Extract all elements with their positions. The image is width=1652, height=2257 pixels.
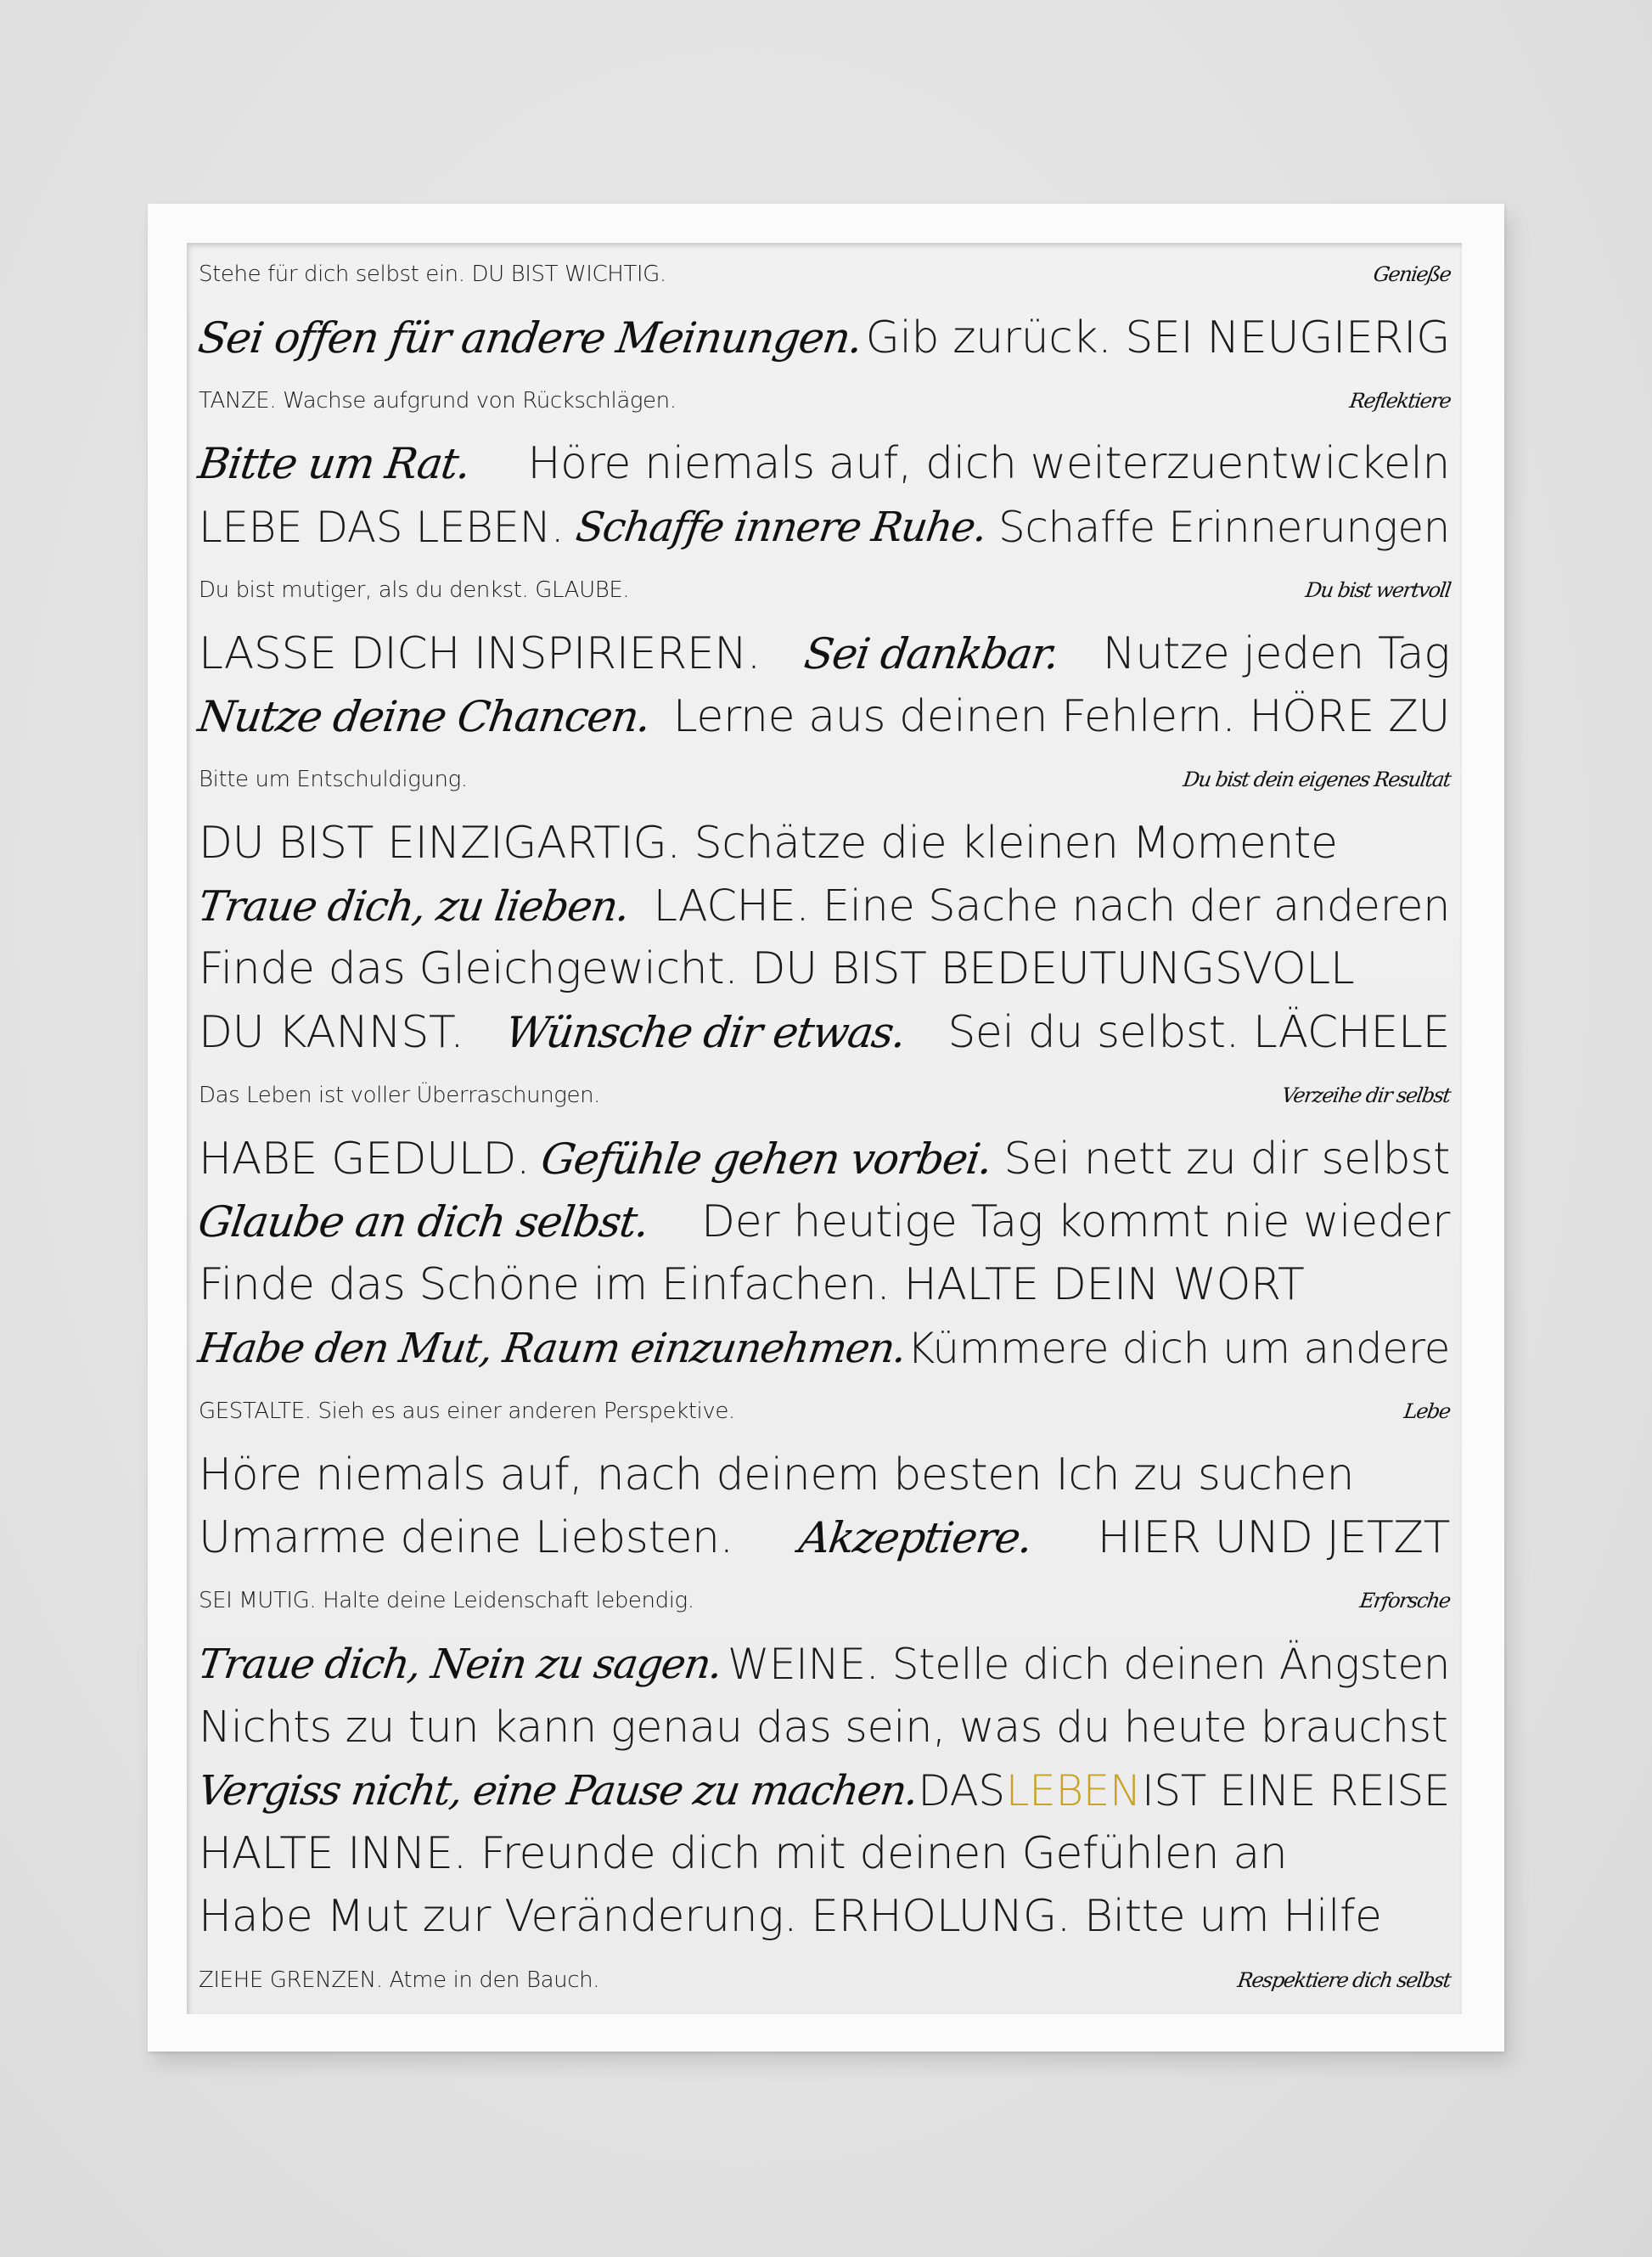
print-text: Stehe für dich selbst ein. DU BIST WICHTIG. — [199, 262, 666, 288]
poster-line — [199, 1380, 1450, 1443]
print-text: Sei nett zu dir selbst — [1003, 1133, 1450, 1185]
poster-line — [199, 1127, 1450, 1190]
script-text: Du bist wertvoll — [1303, 578, 1452, 603]
script-text: Lebe — [1402, 1399, 1452, 1424]
poster-line — [199, 369, 1450, 432]
print-text: LEBE DAS LEBEN. — [199, 502, 565, 552]
print-text: Schaffe Erinnerungen — [997, 502, 1450, 552]
script-text: Bitte um Rat. — [194, 439, 474, 489]
print-text: WEINE. Stelle dich deinen Ängsten — [727, 1639, 1450, 1689]
poster-line — [199, 1569, 1450, 1632]
poster-line — [199, 937, 1450, 1000]
poster-line — [195, 1317, 1450, 1380]
print-text: Höre niemals auf, nach deinem besten Ich zu suchen — [199, 1449, 1355, 1500]
poster-line — [199, 243, 1450, 306]
print-text: Gib zurück. SEI NEUGIERIG — [865, 312, 1450, 363]
print-text: HABE GEDULD. — [199, 1133, 531, 1185]
print-text: HALTE INNE. Freunde dich mit deinen Gefühlen an — [199, 1827, 1288, 1879]
highlight-text: LEBEN — [1005, 1765, 1141, 1815]
print-text: Finde das Gleichgewicht. DU BIST BEDEUTUNGSVOLL — [199, 943, 1355, 995]
print-text: Nutze jeden Tag — [1102, 628, 1450, 679]
print-text: DU BIST EINZIGARTIG. Schätze die kleinen Momente — [199, 817, 1338, 869]
print-text: SEI MUTIG. Halte deine Leidenschaft lebendig. — [199, 1588, 694, 1614]
print-text: DAS — [918, 1765, 1005, 1815]
print-text: Höre niemals auf, dich weiterzuentwickeln — [527, 438, 1450, 490]
poster-line — [195, 1633, 1450, 1696]
script-text: Sei offen für andere Meinungen. — [194, 312, 865, 363]
poster-line — [199, 559, 1450, 622]
print-text: Du bist mutiger, als du denkst. GLAUBE. — [199, 577, 630, 604]
poster-line — [199, 1001, 1450, 1064]
script-text: Schaffe innere Ruhe. — [573, 503, 990, 551]
script-text: Du bist dein eigenes Resultat — [1181, 768, 1452, 792]
print-text: Sei du selbst. LÄCHELE — [947, 1006, 1450, 1058]
print-text: Umarme deine Liebsten. — [199, 1512, 733, 1563]
poster-line — [199, 1506, 1450, 1569]
poster-line — [194, 306, 1450, 369]
print-text: GESTALTE. Sieh es aus einer anderen Perspektive. — [199, 1399, 735, 1425]
poster-line — [194, 1190, 1450, 1253]
poster-line — [199, 496, 1450, 559]
print-text: Kümmere dich um andere — [907, 1323, 1450, 1373]
print-text: ZIEHE GRENZEN. Atme in den Bauch. — [199, 1967, 600, 1993]
script-text: Respektiere dich selbst — [1235, 1967, 1452, 1992]
poster-line — [199, 812, 1450, 875]
poster-line — [199, 1696, 1450, 1759]
script-text: Gefühle gehen vorbei. — [538, 1134, 996, 1184]
poster-line — [199, 622, 1450, 684]
script-text: Nutze deine Chancen. — [194, 691, 654, 741]
script-text: Vergiss nicht, eine Pause zu machen. — [195, 1766, 921, 1815]
poster-line — [199, 1443, 1450, 1506]
script-text: Traue dich, Nein zu sagen. — [195, 1640, 725, 1688]
print-text: Habe Mut zur Veränderung. ERHOLUNG. Bitte um Hilfe — [199, 1891, 1382, 1943]
poster — [187, 243, 1462, 2014]
poster-line — [199, 1064, 1450, 1127]
poster-line — [194, 685, 1450, 748]
script-text: Glaube an dich selbst. — [194, 1197, 652, 1247]
script-text: Habe den Mut, Raum einzunehmen. — [195, 1324, 909, 1372]
poster-line — [199, 1885, 1450, 1948]
print-text: Lerne aus deinen Fehlern. HÖRE ZU — [672, 690, 1450, 742]
print-text: Das Leben ist voller Überraschungen. — [199, 1083, 601, 1109]
script-text: Akzeptiere. — [795, 1513, 1035, 1562]
script-text: Erforsche — [1358, 1589, 1452, 1613]
script-text: Sei dankbar. — [801, 628, 1062, 678]
print-text: LASSE DICH INSPIRIEREN. — [199, 628, 761, 679]
poster-line — [199, 1253, 1450, 1316]
poster-text-lines — [194, 243, 1452, 2012]
script-text: Reflektiere — [1347, 388, 1452, 413]
poster-line — [194, 875, 1450, 937]
poster-line — [199, 1822, 1450, 1885]
print-text: Der heutige Tag kommt nie wieder — [701, 1196, 1450, 1248]
print-text: DU KANNST. — [199, 1006, 464, 1058]
poster-line — [194, 432, 1450, 495]
script-text: Verzeihe dir selbst — [1280, 1083, 1452, 1108]
print-text: HIER UND JETZT — [1097, 1512, 1450, 1563]
poster-line — [199, 1949, 1450, 2012]
print-text: IST EINE REISE — [1142, 1765, 1450, 1815]
poster-line — [199, 748, 1450, 811]
print-text: Nichts zu tun kann genau das sein, was du heute brauchst — [199, 1702, 1448, 1753]
script-text: Traue dich, zu lieben. — [194, 881, 632, 931]
print-text: LACHE. Eine Sache nach der anderen — [653, 881, 1450, 932]
script-text: Wünsche dir etwas. — [503, 1007, 909, 1057]
script-text: Genieße — [1371, 262, 1452, 287]
print-text: Bitte um Entschuldigung. — [199, 767, 468, 793]
print-text: TANZE. Wachse aufgrund von Rückschlägen. — [199, 387, 677, 414]
print-text: Finde das Schöne im Einfachen. HALTE DEIN WORT — [199, 1259, 1305, 1311]
poster-line — [195, 1759, 1450, 1821]
